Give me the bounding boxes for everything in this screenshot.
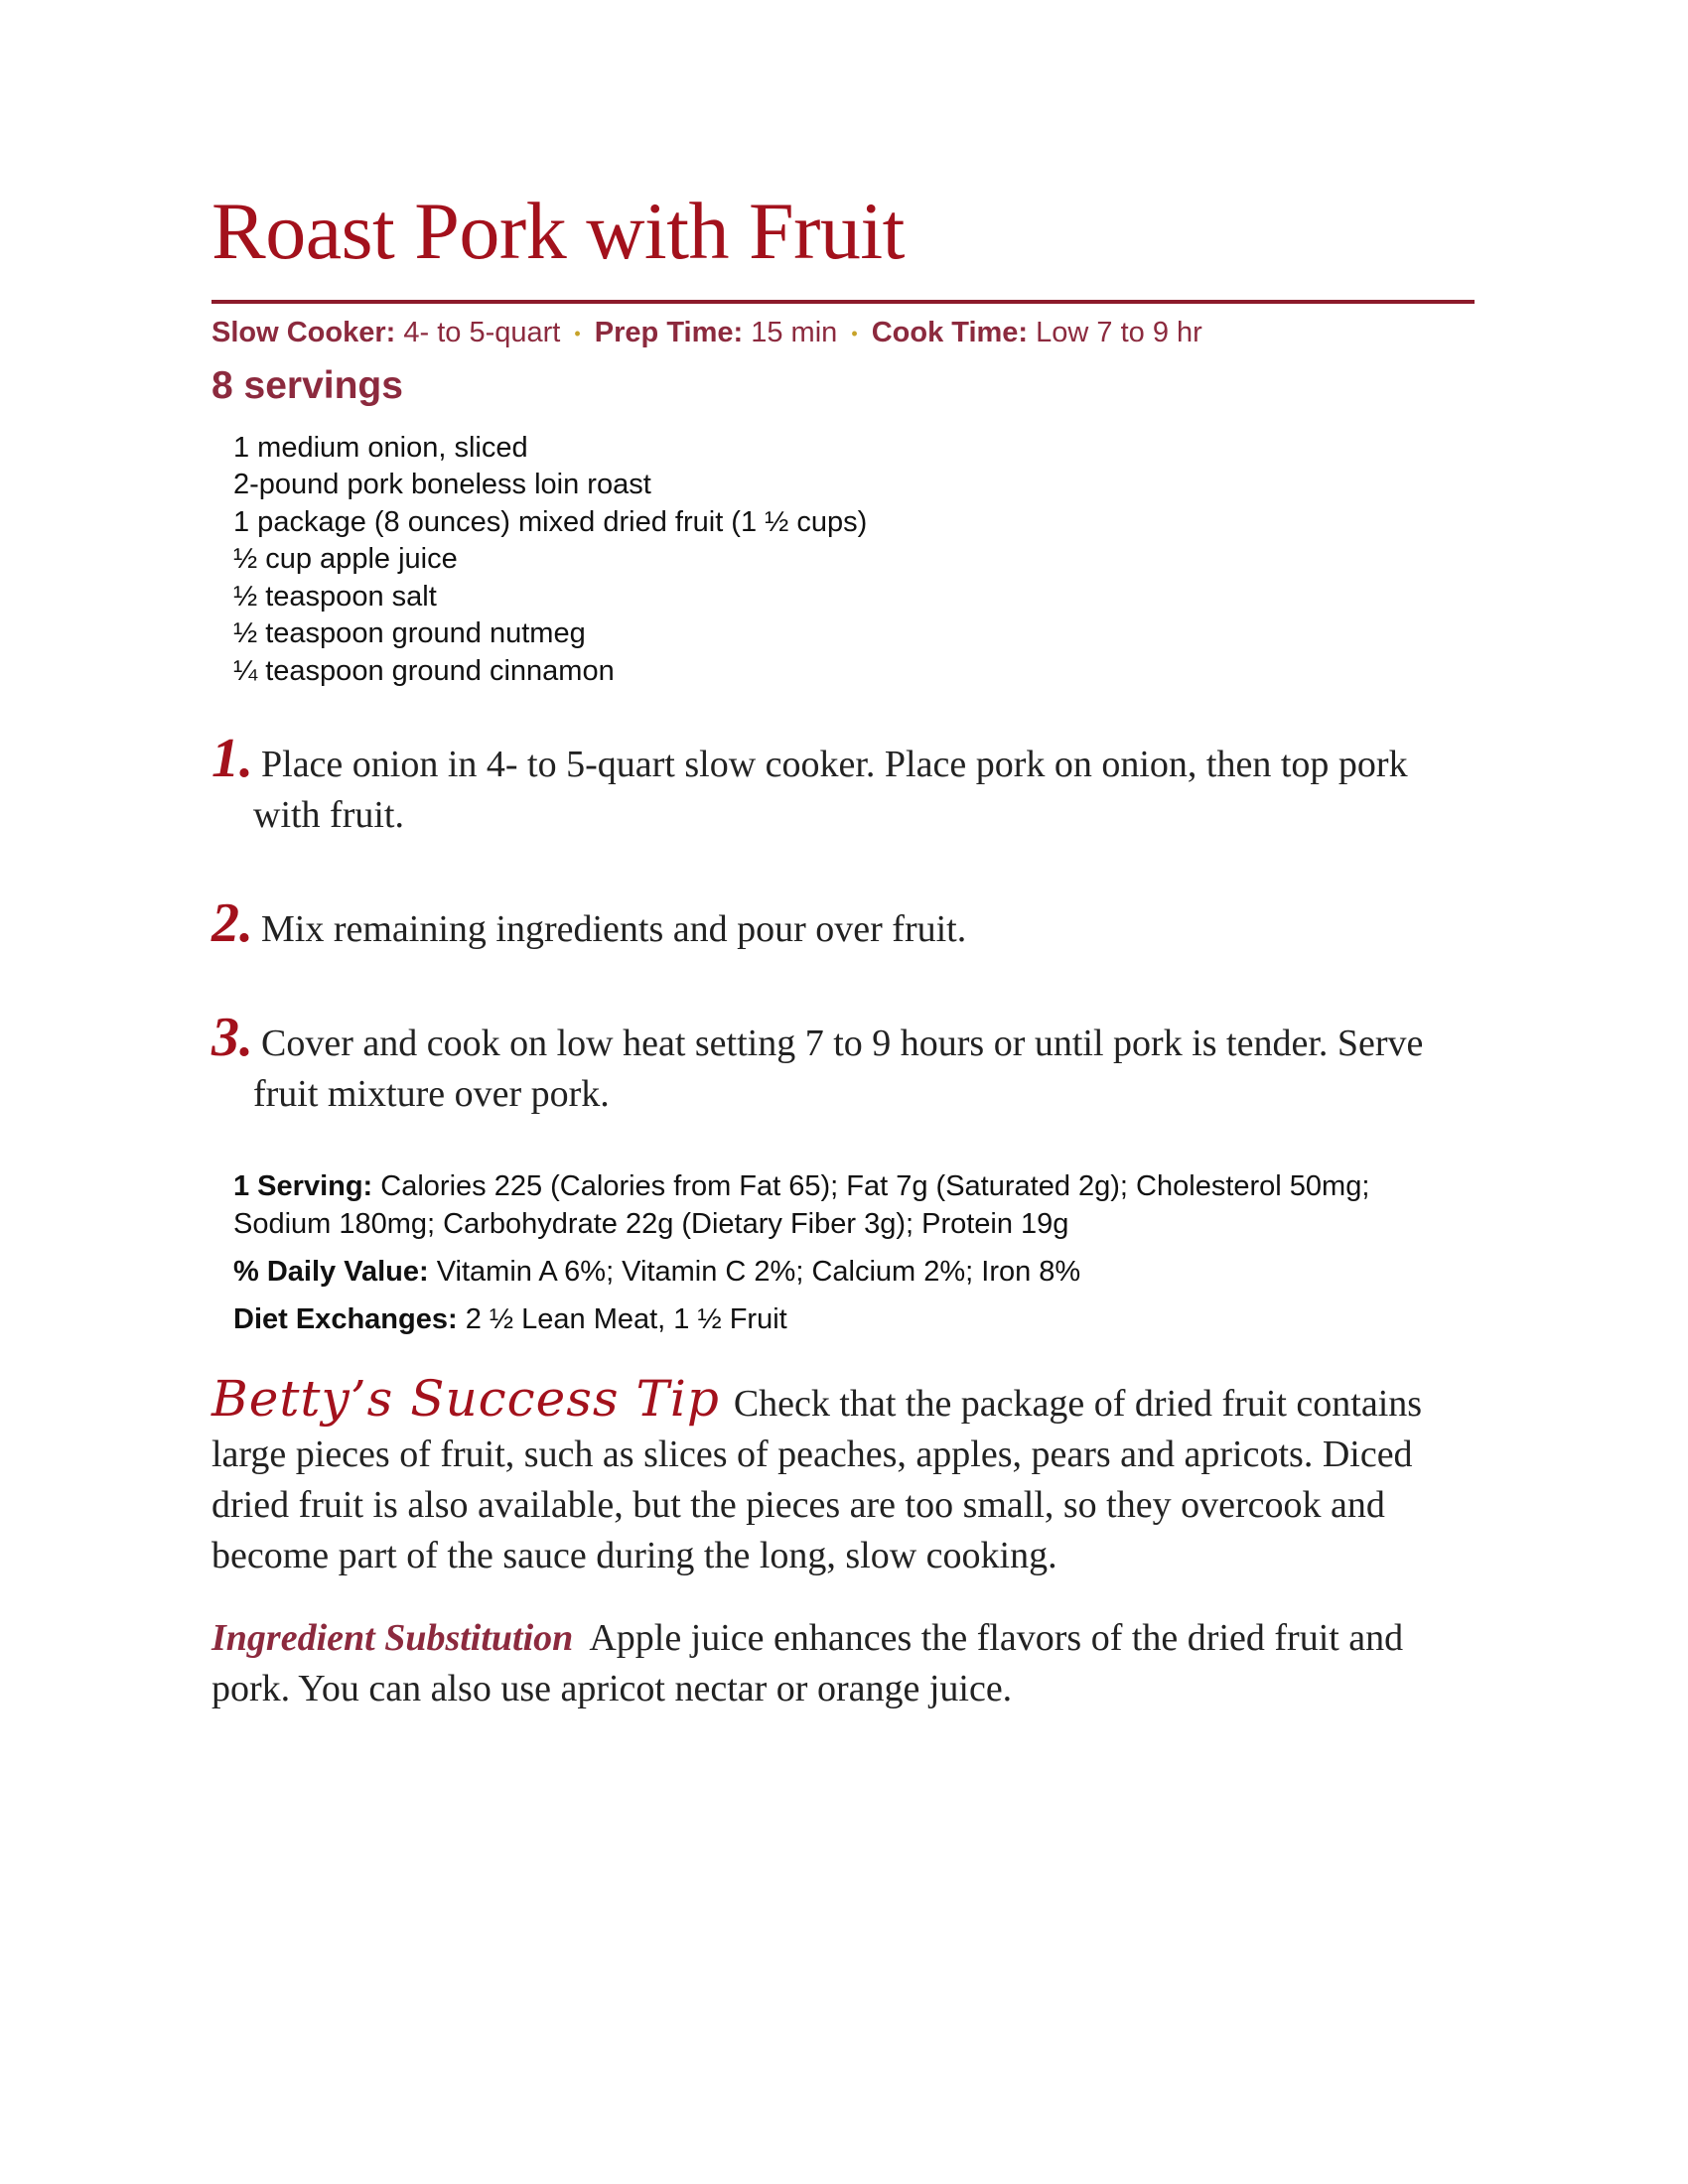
recipe-page [211,186,1475,1714]
step-number: 2. [211,892,253,955]
step-text: Cover and cook on low heat setting 7 to 9 hours or until pork is tender. Serve fruit mixture over pork. [253,1023,1424,1116]
ingredient-item: ½ teaspoon ground nutmeg [233,617,586,650]
ingredient-item: ½ teaspoon salt [233,580,437,613]
diet-exchanges-text: 2 ½ Lean Meat, 1 ½ Fruit [465,1303,787,1336]
nutrition-info [233,1167,1475,1338]
step-text: Mix remaining ingredients and pour over fruit. [261,908,967,951]
cooker-label: Slow Cooker: [211,317,396,349]
substitution-label: Ingredient Substitution [211,1617,574,1660]
step-number: 3. [211,1007,253,1069]
step-number: 1. [211,728,253,790]
prep-label: Prep Time: [594,317,744,349]
daily-value-text: Vitamin A 6%; Vitamin C 2%; Calcium 2%; Iron 8% [436,1256,1081,1289]
success-tip [211,1370,1475,1581]
ingredient-item: 1 medium onion, sliced [233,431,528,464]
recipe-meta [211,316,1475,350]
cook-label: Cook Time: [871,317,1029,349]
step-text: Place onion in 4- to 5-quart slow cooker. Place pork on onion, then top pork with fruit. [253,744,1408,837]
ingredient-item: ¼ teaspoon ground cinnamon [233,654,615,687]
ingredient-substitution [211,1613,1475,1714]
separator-dot: • [574,323,581,343]
step-item [211,728,1475,841]
step-item [211,892,1475,955]
ingredient-item: 1 package (8 ounces) mixed dried fruit (1 ½ cups) [233,505,868,538]
diet-exchanges-label: Diet Exchanges: [233,1303,458,1336]
cook-value: Low 7 to 9 hr [1036,317,1202,349]
success-tip-text: Check that the package of dried fruit contains large pieces of fruit, such as slices of peaches, apples, pears and apricots. Diced dried fruit is also available, but the pieces are too small, so they overcook and become part of the sauce during the long, slow cooking. [211,1383,1423,1577]
separator-dot: • [851,323,858,343]
diet-exchanges [233,1300,1475,1338]
cooker-value: 4- to 5-quart [403,317,561,349]
daily-value [233,1253,1475,1291]
ingredient-list [233,430,1475,691]
daily-value-label: % Daily Value: [233,1256,429,1289]
serving-label: 1 Serving: [233,1170,373,1203]
success-tip-label: Betty’s Success Tip [211,1370,720,1429]
serving-nutrition [233,1167,1475,1243]
prep-value: 15 min [751,317,838,349]
substitution-text: Apple juice enhances the flavors of the dried fruit and pork. You can also use apricot nectar or orange juice. [211,1617,1404,1710]
servings-heading: 8 servings [211,363,403,407]
ingredient-item: 2-pound pork boneless loin roast [233,469,651,501]
ingredient-item: ½ cup apple juice [233,543,458,576]
page-title: Roast Pork with Fruit [211,186,905,276]
steps-list [211,728,1475,1120]
title-divider [211,300,1475,304]
serving-text: Calories 225 (Calories from Fat 65); Fat 7g (Saturated 2g); Cholesterol 50mg; Sodium 180mg; Carbohydrate 22g (Dietary Fiber 3g); Protein 19g [233,1170,1370,1241]
step-item [211,1007,1475,1120]
